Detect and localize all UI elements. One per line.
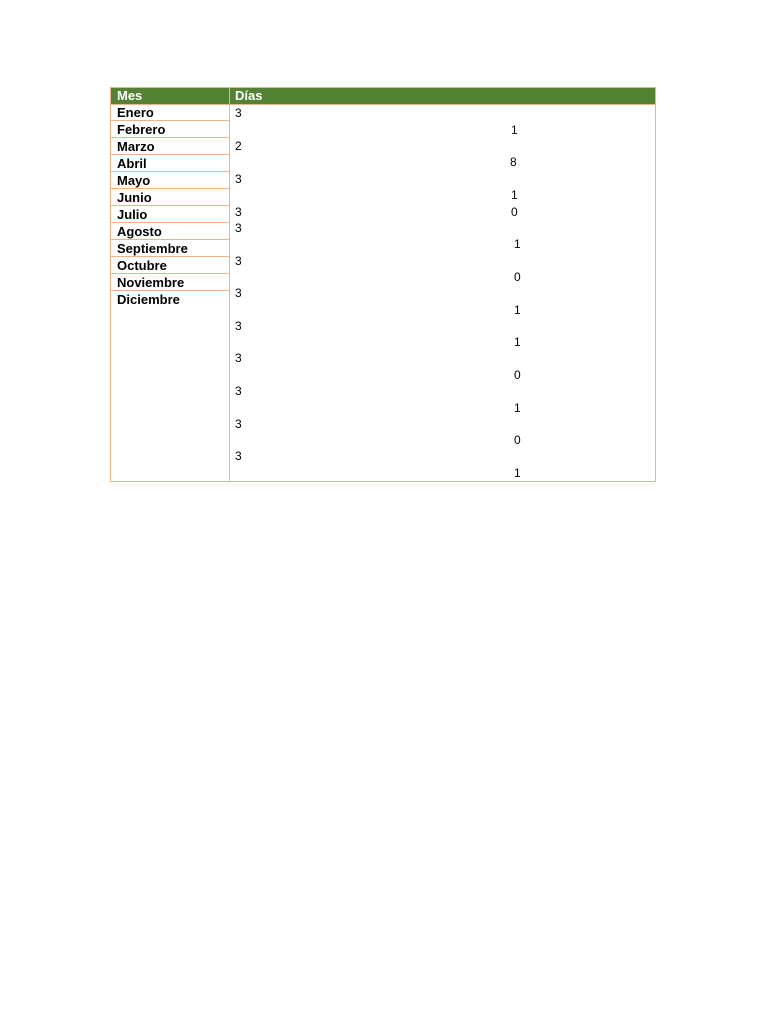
days-units-digit: 1 [511,123,518,137]
month-cell: Julio [111,206,229,223]
days-tens-digit: 3 [235,417,242,431]
days-units-digit: 1 [514,466,521,480]
days-units-digit: 1 [511,188,518,202]
month-cell: Noviembre [111,274,229,291]
days-tens-digit: 3 [235,221,242,235]
days-units-digit: 1 [514,335,521,349]
days-units-digit: 0 [511,205,518,219]
days-tens-digit: 3 [235,254,242,268]
days-tens-digit: 2 [235,139,242,153]
month-cell: Mayo [111,172,229,189]
month-cell: Febrero [111,121,229,138]
month-cell: Octubre [111,257,229,274]
days-units-digit: 0 [514,433,521,447]
days-units-digit: 0 [514,368,521,382]
days-per-month-table [110,87,656,482]
days-units-digit: 1 [514,303,521,317]
month-cell: Marzo [111,138,229,155]
days-units-digit: 1 [514,237,521,251]
month-cell: Enero [111,104,229,121]
table-header [111,88,655,105]
days-units-digit: 8 [510,155,517,169]
month-cell: Junio [111,189,229,206]
column-divider [229,88,230,481]
days-units-digit: 0 [514,270,521,284]
month-cell: Septiembre [111,240,229,257]
month-cell: Agosto [111,223,229,240]
month-cell: Abril [111,155,229,172]
days-tens-digit: 3 [235,205,242,219]
days-tens-digit: 3 [235,286,242,300]
days-tens-digit: 3 [235,351,242,365]
header-days: Días [235,88,263,103]
days-tens-digit: 3 [235,106,242,120]
days-units-digit: 1 [514,401,521,415]
header-month: Mes [117,88,143,103]
days-tens-digit: 3 [235,319,242,333]
days-tens-digit: 3 [235,384,242,398]
days-tens-digit: 3 [235,172,242,186]
month-cell: Diciembre [117,292,180,307]
days-tens-digit: 3 [235,449,242,463]
